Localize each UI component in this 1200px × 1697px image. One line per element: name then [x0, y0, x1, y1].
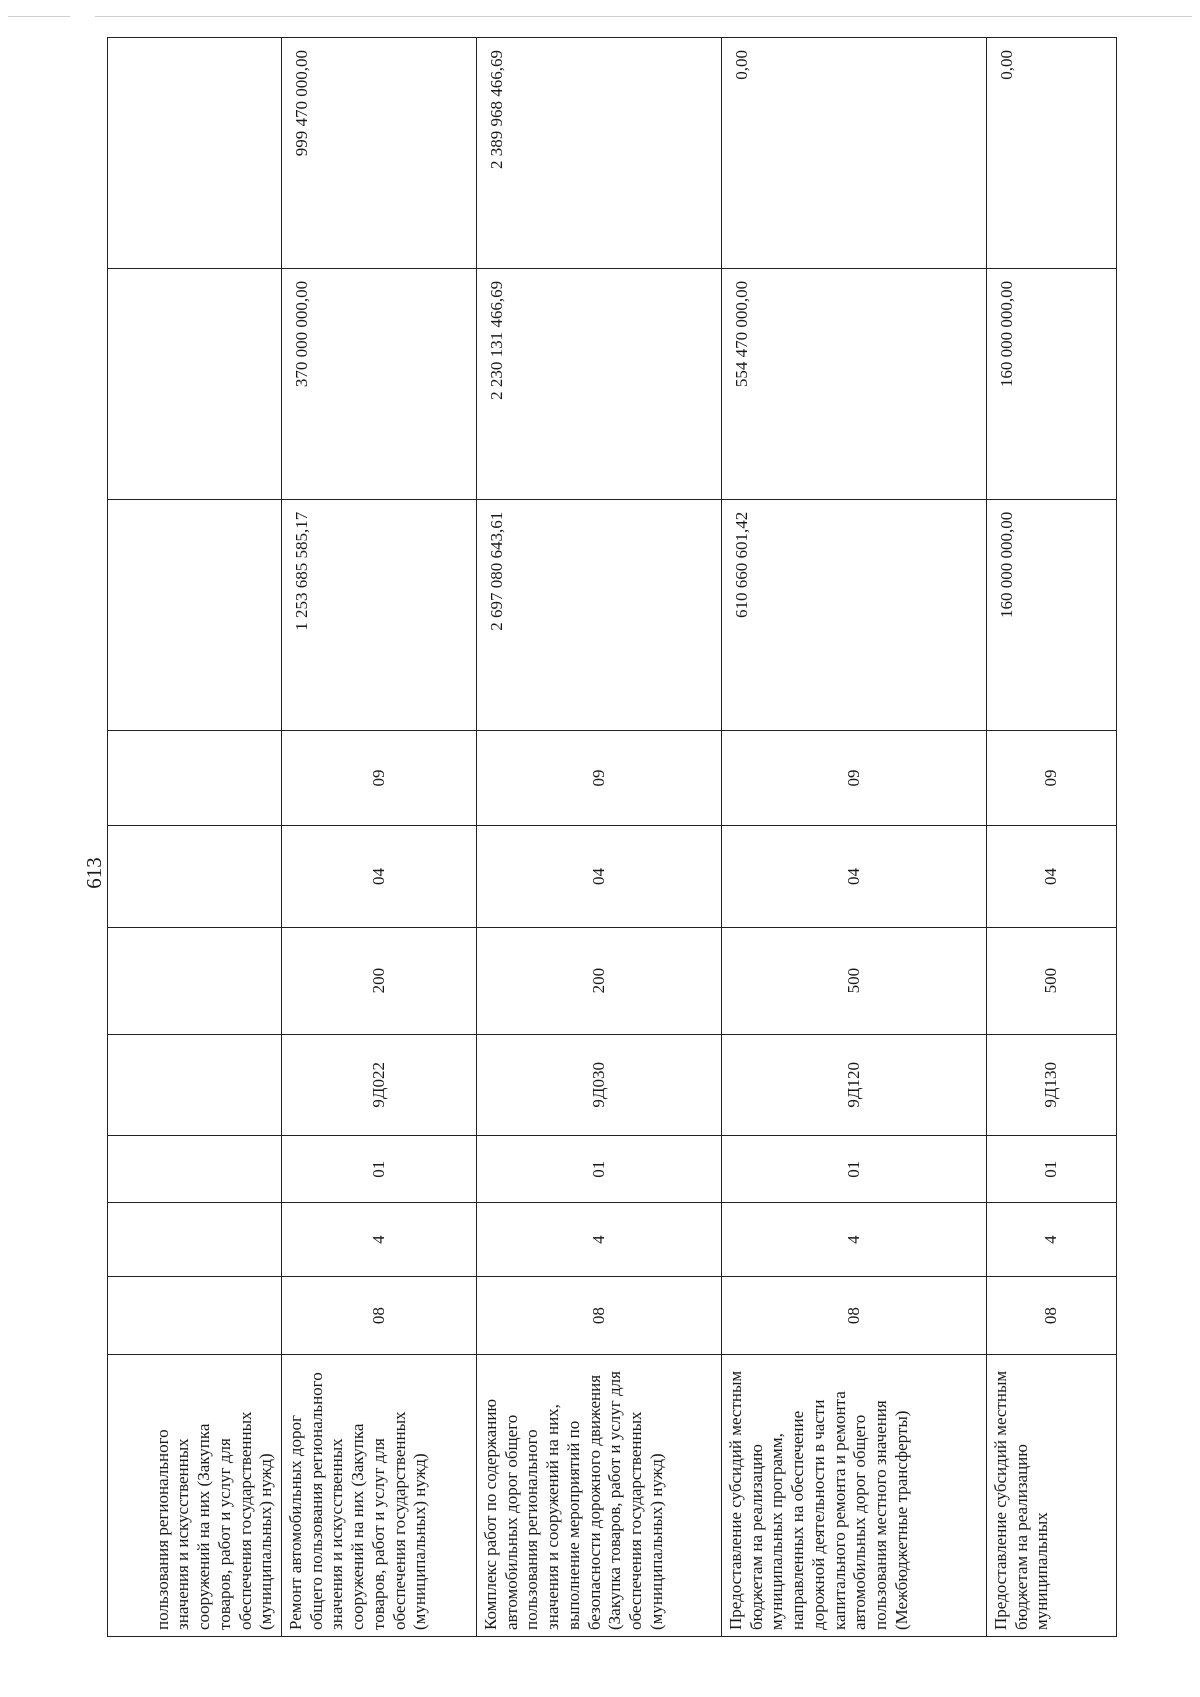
- csr-cell: 9Д022: [282, 1034, 477, 1135]
- rz-cell: 04: [477, 826, 722, 927]
- pr-cell: 09: [282, 730, 477, 826]
- sum2-cell: 370 000 000,00: [282, 268, 477, 499]
- rz-cell: 04: [987, 826, 1117, 927]
- sum3-cell: [108, 38, 282, 269]
- gp-cell: [108, 1203, 282, 1276]
- pp-cell: 01: [987, 1135, 1117, 1203]
- row-name-text: пользования регионального значения и искусственных сооружений на них (Закупка товаров, работ и услуг для обеспечения государственных (муниципальных) нужд): [152, 1411, 276, 1630]
- sum2-cell: 554 470 000,00: [722, 268, 987, 499]
- table-row: [987, 38, 1117, 1637]
- vr-cell: 500: [722, 927, 987, 1034]
- vr-cell: 200: [282, 927, 477, 1034]
- sum1-cell: [108, 499, 282, 730]
- pp-cell: 01: [722, 1135, 987, 1203]
- csr-cell: [108, 1034, 282, 1135]
- sum3-cell: 0,00: [722, 38, 987, 269]
- sum2-cell: 160 000 000,00: [987, 268, 1117, 499]
- pr-cell: [108, 730, 282, 826]
- name-cell: Комплекс работ по содержанию автомобильных дорог общего пользования регионального значения и сооружений на них, выполнение мероприятий по безопасности дорожного движения (Закупка товаров, работ и услуг для обеспечения государственных (муниципальных) нужд): [477, 1355, 722, 1637]
- pp-cell: 01: [282, 1135, 477, 1203]
- table-row: [282, 38, 477, 1637]
- razdel-cell: 08: [282, 1276, 477, 1355]
- csr-cell: 9Д130: [987, 1034, 1117, 1135]
- razdel-cell: 08: [477, 1276, 722, 1355]
- name-cell: [108, 1355, 282, 1637]
- name-cell: Ремонт автомобильных дорог общего пользования регионального значения и искусственных сооружений на них (Закупка товаров, работ и услуг для обеспечения государственных (муниципальных) нужд): [282, 1355, 477, 1637]
- razdel-cell: [108, 1276, 282, 1355]
- gp-cell: 4: [282, 1203, 477, 1276]
- razdel-cell: 08: [722, 1276, 987, 1355]
- scan-edge-line-left: [8, 16, 70, 17]
- vr-cell: [108, 927, 282, 1034]
- sum3-cell: 999 470 000,00: [282, 38, 477, 269]
- csr-cell: 9Д030: [477, 1034, 722, 1135]
- rz-cell: [108, 826, 282, 927]
- pr-cell: 09: [722, 730, 987, 826]
- scan-edge-line-right: [95, 16, 1192, 17]
- name-cell: Предоставление субсидий местным бюджетам на реализацию муниципальных программ, направленных на обеспечение дорожной деятельности в части капитального ремонта и ремонта автомобильных дорог общего пользования местного значения (Межбюджетные трансферты): [722, 1355, 987, 1637]
- gp-cell: 4: [987, 1203, 1117, 1276]
- table-row: [108, 38, 282, 1637]
- name-cell: [987, 1355, 1117, 1637]
- sum1-cell: 1 253 685 585,17: [282, 499, 477, 730]
- rotated-page-content: [107, 37, 1107, 1637]
- rz-cell: 04: [282, 826, 477, 927]
- gp-cell: 4: [477, 1203, 722, 1276]
- table-row: [477, 38, 722, 1637]
- pr-cell: 09: [987, 730, 1117, 826]
- sum1-cell: 610 660 601,42: [722, 499, 987, 730]
- sum3-cell: 2 389 968 466,69: [477, 38, 722, 269]
- pp-cell: [108, 1135, 282, 1203]
- budget-table: [107, 37, 1117, 1637]
- table-row: [722, 38, 987, 1637]
- rz-cell: 04: [722, 826, 987, 927]
- sum2-cell: [108, 268, 282, 499]
- row-name-text: Предоставление субсидий местным бюджетам на реализацию муниципальных: [991, 1370, 1052, 1630]
- razdel-cell: 08: [987, 1276, 1117, 1355]
- gp-cell: 4: [722, 1203, 987, 1276]
- sum2-cell: 2 230 131 466,69: [477, 268, 722, 499]
- sum1-cell: 2 697 080 643,61: [477, 499, 722, 730]
- vr-cell: 200: [477, 927, 722, 1034]
- pp-cell: 01: [477, 1135, 722, 1203]
- sum1-cell: 160 000 000,00: [987, 499, 1117, 730]
- vr-cell: 500: [987, 927, 1117, 1034]
- csr-cell: 9Д120: [722, 1034, 987, 1135]
- page-number: 613: [82, 857, 106, 889]
- sum3-cell: 0,00: [987, 38, 1117, 269]
- pr-cell: 09: [477, 730, 722, 826]
